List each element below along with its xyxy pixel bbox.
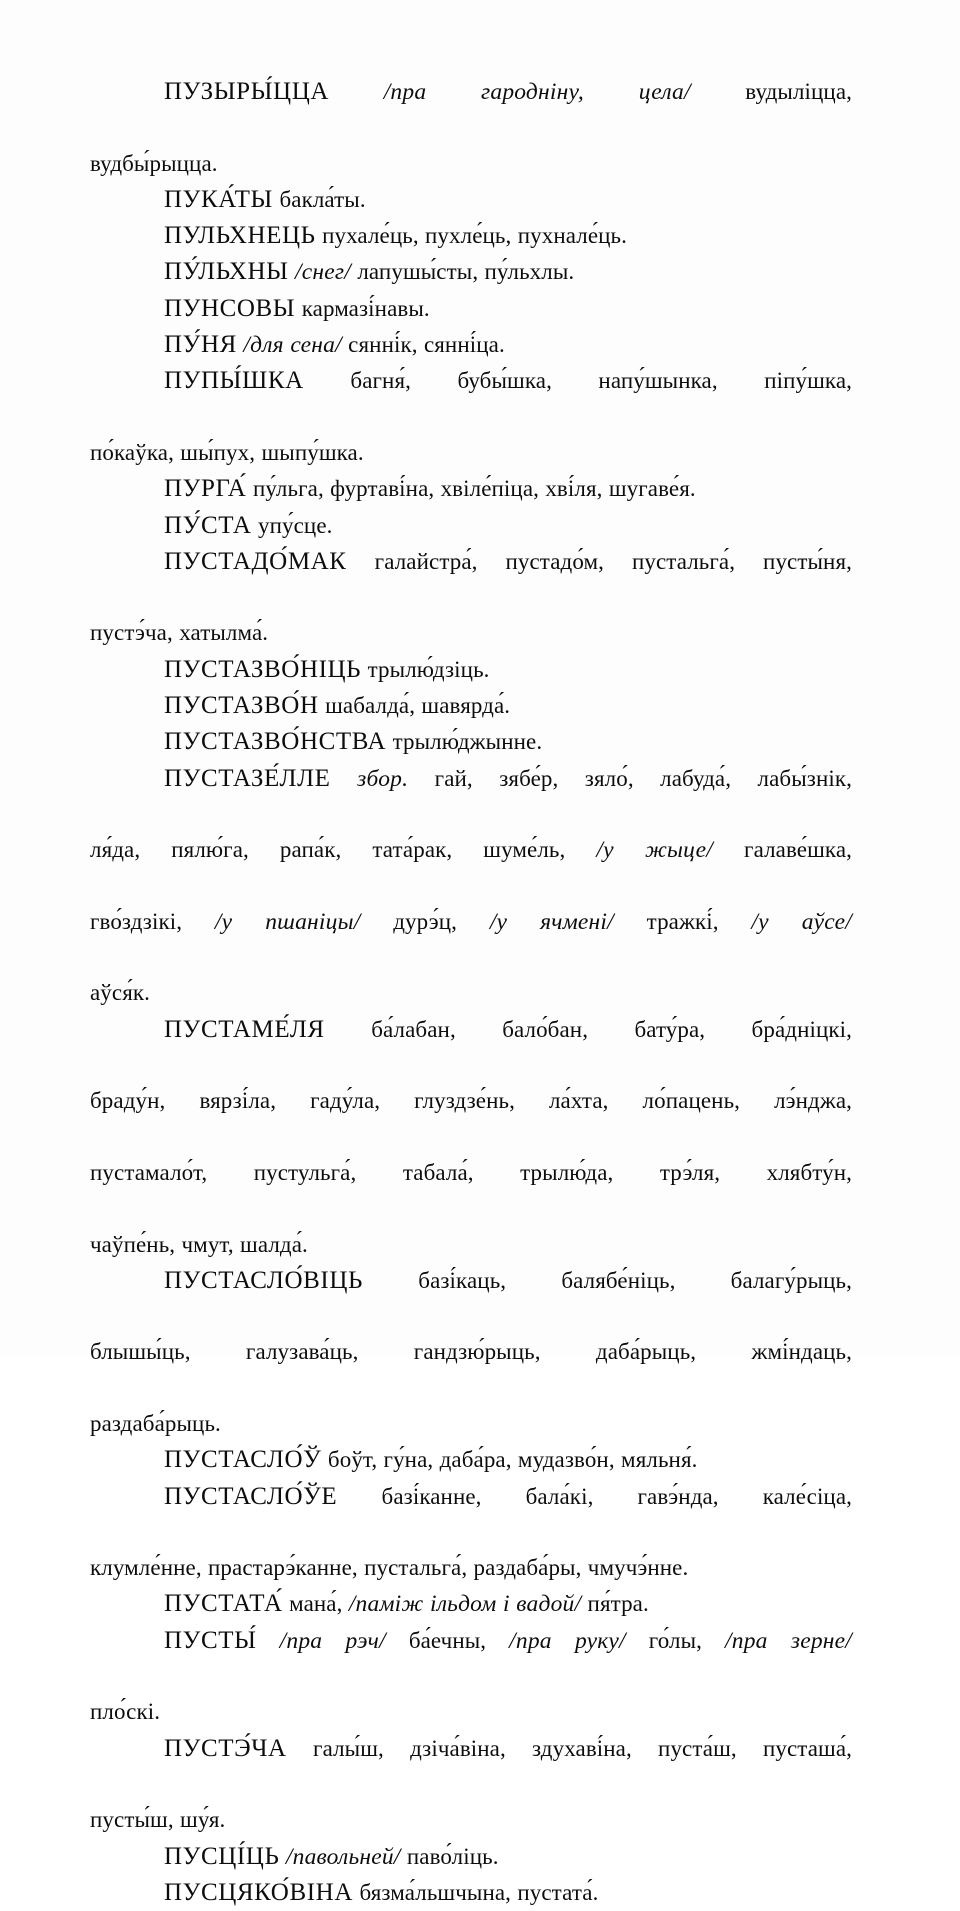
entry-headword: ПУЛЬХНЕЦЬ [164, 222, 316, 250]
text-line [90, 1155, 852, 1227]
entry-synonyms: гво́здзікі, [90, 908, 215, 934]
entry-gloss: /у ячмені/ [489, 908, 614, 935]
entry-synonyms: боўт, гу́на, даба́ра, мудазво́н, мяльня́. [327, 1447, 698, 1473]
entry-headword: ПУРГА́ [164, 475, 247, 503]
text-line [90, 435, 852, 471]
text-line [90, 1875, 852, 1911]
entry-gloss: /пра рэч/ [279, 1627, 386, 1654]
entry-synonyms: блышы́ць, галузава́ць, гандзю́рыць, даба́рыць, жмі́ндаць, [90, 1339, 852, 1365]
text-line [90, 363, 852, 435]
text-line [90, 327, 852, 363]
text-line [90, 1731, 852, 1803]
entry-headword: ПУЗЫРЫ́ЦЦА [164, 78, 330, 105]
entry-gloss: /паміж ільдом і вадой/ [348, 1591, 582, 1618]
spacer [329, 79, 384, 105]
entry-synonyms: шабалда́, шавярда́. [325, 693, 511, 719]
entry-synonyms: гай, зябе́р, зяло́, лабуда́, лабы́знік, [408, 765, 852, 791]
text-line [90, 1406, 852, 1442]
entry-synonyms: лапушы́сты, пу́льхлы. [351, 259, 575, 285]
entry-synonyms: аўся́к. [90, 980, 151, 1006]
text-line [90, 1334, 852, 1406]
spacer [304, 368, 351, 394]
text-line [90, 904, 852, 976]
entry-headword: ПУСТАЗВО́Н [164, 692, 319, 720]
text-line [90, 508, 852, 544]
text-line [90, 1227, 852, 1263]
entry-headword: ПУ́СТА [164, 511, 252, 539]
text-line [90, 471, 852, 507]
entry-synonyms: галаве́шка, [713, 837, 852, 863]
entry-gloss: /снег/ [295, 259, 351, 286]
text-line [90, 291, 852, 327]
entry-gloss: /павольней/ [285, 1843, 401, 1870]
entry-headword: ПУСТАДО́МАК [164, 547, 347, 575]
entry-synonyms: чаўпе́нь, чмут, шалда́. [90, 1231, 308, 1257]
entry-synonyms: багня́, бубы́шка, напу́шынка, піпу́шка, [350, 368, 852, 394]
text-line [90, 1479, 852, 1551]
entry-headword: ПУСТАСЛО́Ў [164, 1446, 322, 1474]
spacer [331, 766, 358, 792]
entry-synonyms: тражкі́, [613, 908, 752, 934]
text-line [90, 218, 852, 254]
entry-synonyms: пло́скі. [90, 1699, 161, 1725]
entry-synonyms: браду́н, вярзі́ла, гаду́ла, глуздзе́нь, ла́хта, ло́пацень, лэ́нджа, [90, 1088, 852, 1114]
entry-headword: ПУ́ЛЬХНЫ [164, 258, 289, 286]
entry-headword: ПУСТАСЛО́ВІЦЬ [164, 1266, 363, 1294]
text-line [90, 74, 852, 146]
entry-synonyms: упу́сце. [258, 512, 333, 538]
text-line [90, 724, 852, 760]
entry-headword: ПУСТАЗВО́НСТВА [164, 728, 387, 756]
entry-headword: ПУПЫ́ШКА [164, 367, 304, 395]
entry-synonyms: дурэ́ц, [360, 908, 490, 934]
text-line [90, 146, 852, 182]
entry-headword: ПУНСОВЫ [164, 294, 296, 322]
entry-synonyms: по́каўка, шы́пух, шыпу́шка. [90, 439, 364, 465]
entry-synonyms: вудбы́рыцца. [90, 150, 218, 176]
text-line [90, 1586, 852, 1622]
text-line [90, 975, 852, 1011]
entry-gloss: /пра гародніну, цела/ [383, 79, 691, 105]
entry-gloss: /пра зерне/ [725, 1627, 853, 1654]
entry-gloss: збор. [357, 765, 409, 792]
entry-synonyms: трылю́джынне. [392, 729, 543, 755]
entry-synonyms: мана́, [289, 1591, 349, 1617]
entry-synonyms: клумле́нне, прастарэ́канне, пустальга́, раздаба́ры, чмучэ́нне. [90, 1555, 689, 1581]
text-line [90, 1442, 852, 1478]
entry-synonyms: раздаба́рыць. [90, 1410, 221, 1436]
entry-synonyms: галайстра́, пустадо́м, пустальга́, пусты́ня, [374, 548, 852, 574]
text-line [90, 254, 852, 290]
text-line [90, 688, 852, 724]
entry-synonyms: бакла́ты. [279, 186, 366, 212]
entry-headword: ПУСТАСЛО́ЎЕ [164, 1482, 338, 1510]
text-line [90, 544, 852, 616]
text-line [90, 761, 852, 833]
entry-synonyms: пусты́ш, шу́я. [90, 1807, 226, 1833]
entry-synonyms: паво́ліць. [400, 1843, 499, 1869]
text-line [90, 1839, 852, 1875]
entry-synonyms: пя́тра. [581, 1591, 649, 1617]
entry-headword: ПУСТЭ́ЧА [164, 1734, 287, 1762]
entry-synonyms: вудыліцца, [690, 79, 852, 104]
entry-headword: ПУСЦЯКО́ВІНА [164, 1878, 353, 1906]
entry-synonyms: бязма́льшчына, пустата́. [359, 1879, 599, 1905]
spacer [287, 1736, 313, 1762]
spacer [363, 1268, 418, 1294]
entry-synonyms: го́лы, [625, 1627, 726, 1653]
text-line [90, 1694, 852, 1730]
entry-list [90, 74, 852, 1911]
spacer [257, 1628, 280, 1654]
entry-synonyms: ля́да, пялю́га, рапа́к, тата́рак, шуме́ль, [90, 837, 597, 863]
entry-gloss: /пра руку/ [509, 1627, 626, 1654]
entry-gloss: /у пшаніцы/ [214, 908, 361, 935]
entry-synonyms: ба́лабан, бало́бан, бату́ра, бра́дніцкі, [371, 1016, 852, 1042]
entry-synonyms: галы́ш, дзіча́віна, здухаві́на, пуста́ш, пусташа́, [313, 1735, 852, 1761]
entry-headword: ПУСТАЗВО́НІЦЬ [164, 655, 362, 683]
text-line [90, 1263, 852, 1335]
entry-headword: ПУСТАЗЕ́ЛЛЕ [164, 764, 331, 792]
text-line [90, 1083, 852, 1155]
spacer [347, 549, 375, 575]
text-line [90, 652, 852, 688]
entry-headword: ПУСЦІ́ЦЬ [164, 1842, 280, 1870]
text-line [90, 1623, 852, 1695]
entry-headword: ПУСТАТА́ [164, 1590, 283, 1618]
entry-synonyms: пу́льга, фуртаві́на, хвіле́піца, хві́ля, шугаве́я. [252, 476, 696, 502]
entry-gloss: /у жыце/ [596, 837, 714, 864]
text-line [90, 1802, 852, 1838]
entry-synonyms: ба́ечны, [385, 1627, 510, 1653]
entry-gloss: /у аўсе/ [751, 908, 852, 935]
entry-headword: ПУСТЫ́ [164, 1626, 257, 1654]
entry-headword: ПУ́НЯ [164, 331, 237, 359]
entry-synonyms: базі́каць, балябе́ніць, балагу́рыць, [418, 1267, 852, 1293]
text-line [90, 832, 852, 904]
entry-headword: ПУКА́ТЫ [164, 185, 273, 213]
entry-headword: ПУСТАМЕ́ЛЯ [164, 1015, 325, 1043]
text-line [90, 615, 852, 651]
entry-synonyms: трылю́дзіць. [367, 656, 490, 682]
entry-synonyms: пухале́ць, пухле́ць, пухнале́ць. [322, 223, 627, 249]
spacer [337, 1484, 381, 1510]
text-line [90, 1012, 852, 1084]
text-line [90, 1550, 852, 1586]
text-line [90, 182, 852, 218]
entry-synonyms: пустамало́т, пустульга́, табала́, трылю́да, трэ́ля, хлябту́н, [90, 1159, 852, 1185]
entry-synonyms: кармазі́навы. [301, 295, 430, 321]
entry-synonyms: базі́канне, бала́кі, гавэ́нда, кале́сіца, [381, 1483, 852, 1509]
spacer [325, 1017, 372, 1043]
entry-synonyms: пустэ́ча, хатылма́. [90, 620, 269, 646]
entry-synonyms: сянні́к, сянні́ца. [341, 332, 505, 358]
entry-gloss: /для сена/ [243, 332, 342, 359]
